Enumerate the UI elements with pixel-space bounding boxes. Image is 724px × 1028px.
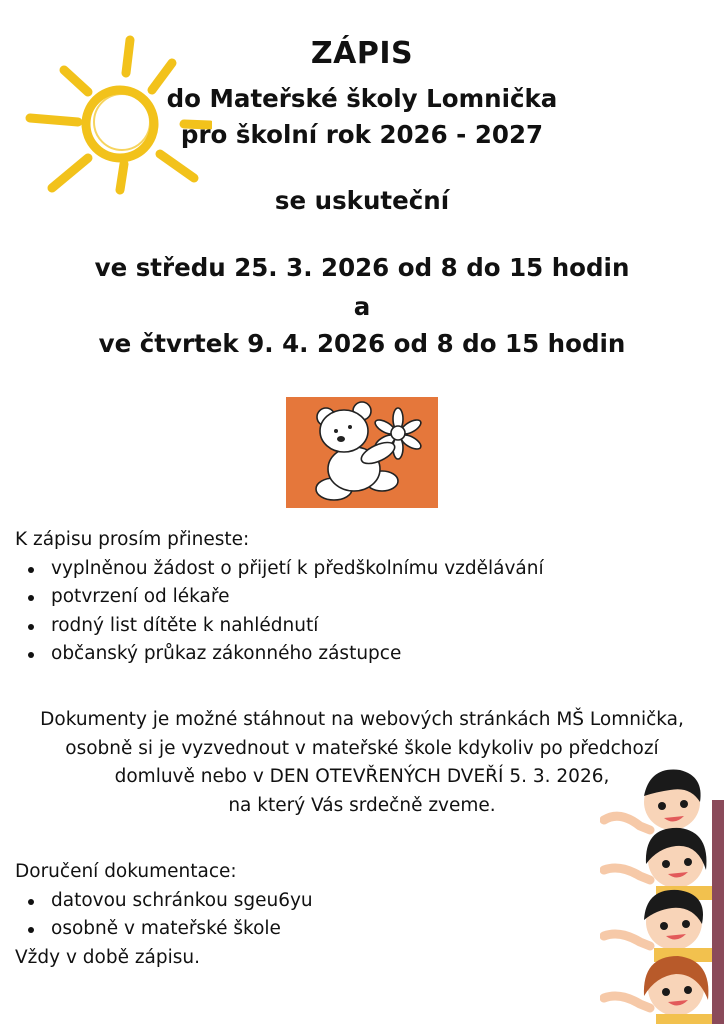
waving-children-icon [600,760,724,1024]
bring-list [15,555,544,669]
teddy-bear-icon [286,397,438,508]
list-item: vyplněnou žádost o přijetí k předškolnímu vzdělávání [15,555,544,584]
bring-section [15,526,544,669]
documents-line: Dokumenty je možné stáhnout na webových stránkách MŠ Lomnička, [40,709,684,730]
school-year: pro školní rok 2026 - 2027 [180,120,544,149]
delivery-section [15,858,313,972]
teddy-bear-image [286,397,438,508]
bring-heading: K zápisu prosím přineste: [15,529,250,550]
occurs-text: se uskuteční [274,186,450,215]
list-item: občanský průkaz zákonného zástupce [15,640,544,669]
documents-line: domluvě nebo v DEN OTEVŘENÝCH DVEŘÍ 5. 3. 2026, [114,766,610,787]
waving-children-image [600,760,724,1024]
date-first: ve středu 25. 3. 2026 od 8 do 15 hodin [94,253,630,282]
list-item: potvrzení od lékaře [15,583,544,612]
list-item: rodný list dítěte k nahlédnutí [15,612,544,641]
page-title: ZÁPIS [310,36,414,71]
documents-line: na který Vás srdečně zveme. [228,794,496,816]
date-second: ve čtvrtek 9. 4. 2026 od 8 do 15 hodin [98,329,626,358]
delivery-list [15,887,313,944]
school-name: do Mateřské školy Lomnička [166,84,558,113]
documents-line: osobně si je vyzvednout v mateřské škole kdykoliv po předchozí [65,737,659,759]
list-item: osobně v mateřské škole [15,915,313,944]
delivery-heading: Doručení dokumentace: [15,861,237,882]
date-conjunction: a [353,292,371,321]
list-item: datovou schránkou sgeu6yu [15,887,313,916]
delivery-note: Vždy v době zápisu. [15,946,201,968]
